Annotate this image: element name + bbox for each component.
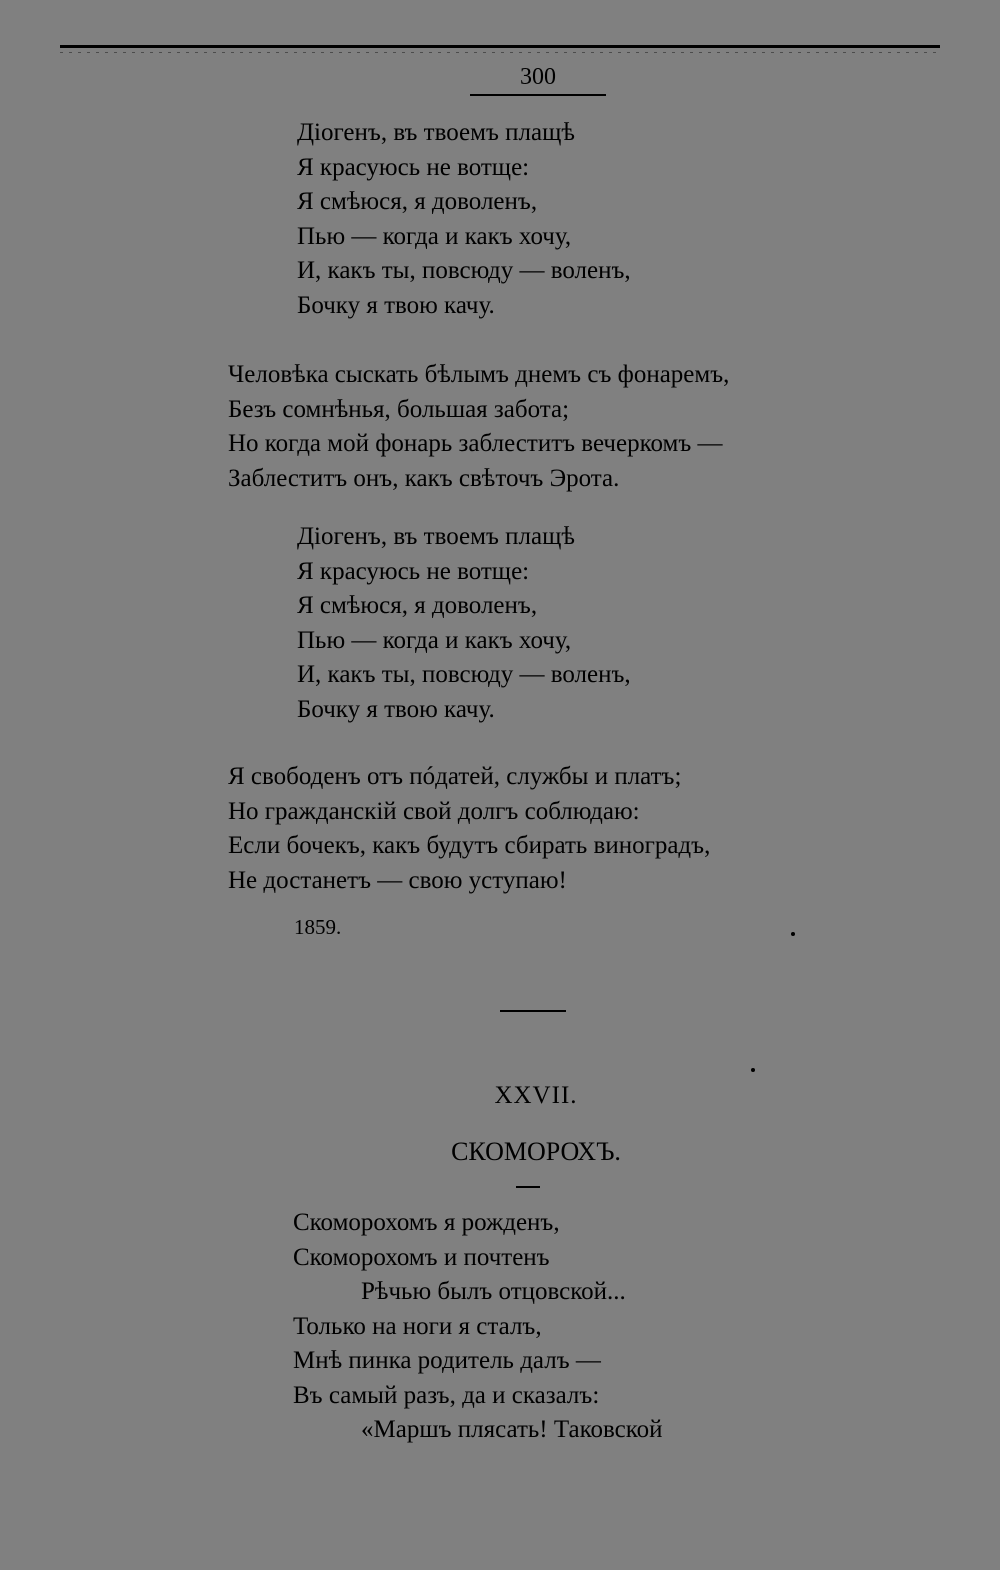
chapter-title: СКОМОРОХЪ. bbox=[451, 1137, 621, 1166]
page-number-underline bbox=[470, 94, 606, 96]
verse-line: Я смѣюся, я доволенъ, bbox=[297, 592, 538, 619]
stanza-refrain-2 bbox=[297, 520, 631, 727]
poem-date: 1859. bbox=[294, 915, 342, 939]
verse-line: Бочку я твою качу. bbox=[297, 291, 495, 319]
verse-line: Заблеститъ онъ, какъ свѣточъ Эрота. bbox=[228, 464, 620, 492]
verse-line: Не достанетъ — свою уступаю! bbox=[228, 866, 567, 894]
verse-line: Я красуюсь не вотще: bbox=[297, 153, 530, 181]
verse-line: Рѣчью былъ отцовской... bbox=[361, 1278, 626, 1305]
verse-line: Пью — когда и какъ хочу, bbox=[297, 626, 572, 654]
stanza-refrain-1 bbox=[297, 116, 631, 323]
verse-line: Діогенъ, въ твоемъ плащѣ bbox=[297, 523, 575, 550]
verse-line: Но гражданскій свой долгъ соблюдаю: bbox=[228, 797, 640, 825]
verse-line: Только на ноги я сталъ, bbox=[293, 1312, 542, 1340]
verse-line: Я красуюсь не вотще: bbox=[297, 557, 530, 585]
print-speck bbox=[791, 932, 795, 936]
verse-line: Безъ сомнѣнья, большая забота; bbox=[228, 395, 570, 423]
title-dash bbox=[516, 1186, 540, 1188]
verse-line: Мнѣ пинка родитель далъ — bbox=[293, 1347, 601, 1374]
stanza-verse-2 bbox=[228, 760, 710, 898]
verse-line: Скоморохомъ и почтенъ bbox=[293, 1243, 550, 1271]
stanza-verse-1 bbox=[228, 358, 729, 496]
page-number: 300 bbox=[520, 64, 556, 90]
section-divider bbox=[500, 1010, 566, 1012]
verse-line: Въ самый разъ, да и сказалъ: bbox=[293, 1381, 600, 1409]
print-speck bbox=[751, 1068, 755, 1072]
chapter-number: XXVII. bbox=[494, 1082, 578, 1109]
top-border-rule bbox=[60, 45, 940, 48]
verse-line: Человѣка сыскать бѣлымъ днемъ съ фонаремъ, bbox=[228, 361, 730, 388]
verse-line: Діогенъ, въ твоемъ плащѣ bbox=[297, 119, 575, 146]
verse-line: «Маршъ плясать! Таковской bbox=[361, 1416, 663, 1443]
verse-line: Скоморохомъ я рожденъ, bbox=[293, 1209, 560, 1236]
verse-line: И, какъ ты, повсюду — воленъ, bbox=[297, 661, 631, 688]
verse-line: И, какъ ты, повсюду — воленъ, bbox=[297, 257, 631, 284]
verse-line: Я смѣюся, я доволенъ, bbox=[297, 188, 538, 215]
verse-line: Если бочекъ, какъ будутъ сбирать виноградъ, bbox=[228, 832, 711, 859]
verse-line: Бочку я твою качу. bbox=[297, 695, 495, 723]
stanza-skomorokh bbox=[293, 1206, 663, 1448]
verse-line: Но когда мой фонарь заблеститъ вечеркомъ — bbox=[228, 430, 723, 457]
verse-line: Пью — когда и какъ хочу, bbox=[297, 222, 572, 250]
verse-line: Я свободенъ отъ пóдатей, службы и платъ; bbox=[228, 763, 682, 790]
top-border-shadow bbox=[60, 52, 940, 53]
